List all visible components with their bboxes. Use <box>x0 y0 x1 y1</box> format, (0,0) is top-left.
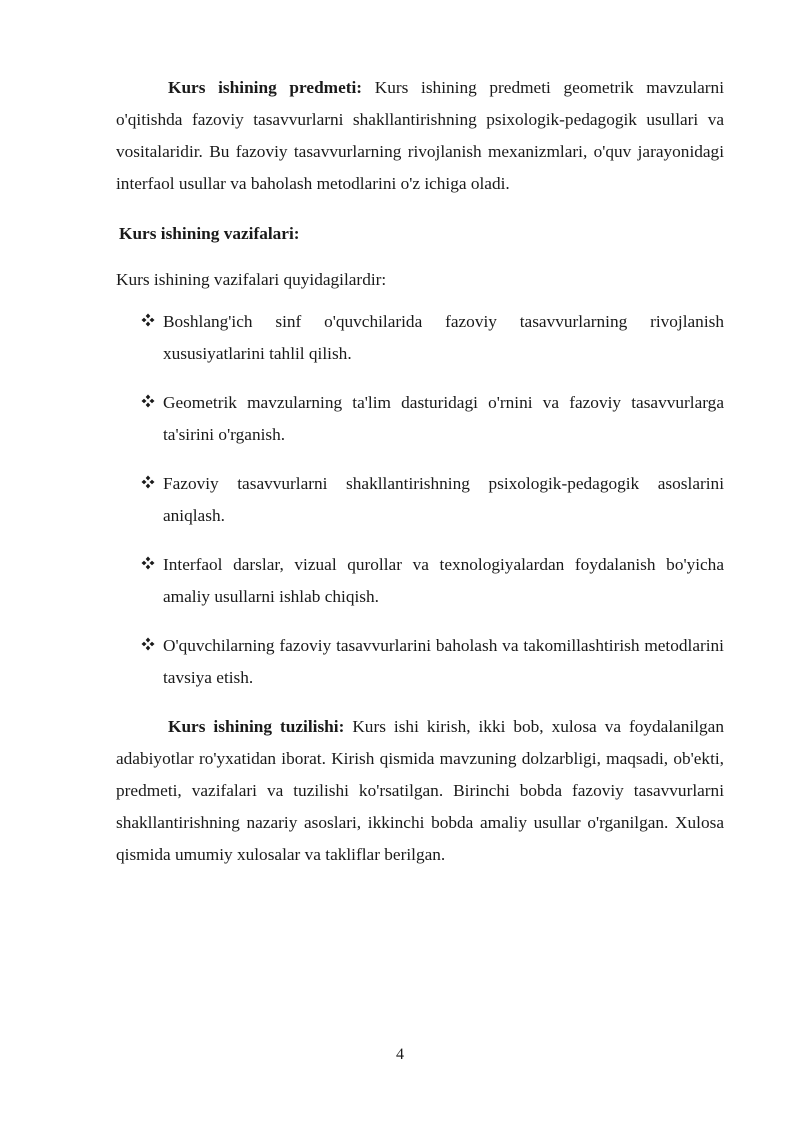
list-item <box>116 549 724 613</box>
list-item-text: Boshlang'ich sinf o'quvchilarida fazoviy tasavvurlarning rivojlanish xususiyatlarini tahlil qilish. <box>163 312 724 363</box>
list-item <box>116 468 724 532</box>
list-item-text: Geometrik mavzularning ta'lim dasturidagi o'rnini va fazoviy tasavvurlarga ta'sirini o'rganish. <box>163 393 724 444</box>
subject-label: Kurs ishining predmeti: <box>168 78 363 97</box>
tasks-intro: Kurs ishining vazifalari quyidagilardir: <box>116 270 387 289</box>
subject-paragraph <box>116 72 724 200</box>
list-item-text: Fazoviy tasavvurlarni shakllantirishning psixologik-pedagogik asoslarini aniqlash. <box>163 474 724 525</box>
list-item-text: Interfaol darslar, vizual qurollar va texnologiyalardan foydalanish bo'yicha amaliy usullarni ishlab chiqish. <box>163 555 724 606</box>
diamond-bullet-icon <box>141 313 155 327</box>
list-item <box>116 387 724 451</box>
list-item <box>116 630 724 694</box>
list-item-text: O'quvchilarning fazoviy tasavvurlarini baholash va takomillashtirish metodlarini tavsiya etish. <box>163 636 724 687</box>
tasks-heading: Kurs ishining vazifalari: <box>119 224 300 243</box>
subject-text: Kurs ishining predmeti geometrik mavzularni o'qitishda fazoviy tasavvurlarni shakllantirishning psixologik-pedagogik usullari va vositalaridir. Bu fazoviy tasavvurlarning rivojlanish mexanizmlari, o'quv jarayonidagi interfaol usullar va baholash metodlarini o'z ichiga oladi. <box>116 78 725 193</box>
diamond-bullet-icon <box>141 475 155 489</box>
structure-text: Kurs ishi kirish, ikki bob, xulosa va foydalanilgan adabiyotlar ro'yxatidan iborat. Kirish qismida mavzuning dolzarbligi, maqsadi, ob'ekti, predmeti, vazifalari va tuzilishi ko'rsatilgan. Birinchi bobda fazoviy tasavvurlarni shakllantirishning nazariy asoslari, ikkinchi bobda amaliy usullar o'rganilgan. Xulosa qismida umumiy xulosalar va takliflar berilgan. <box>116 717 724 864</box>
tasks-list <box>116 306 724 694</box>
structure-label: Kurs ishining tuzilishi: <box>168 717 345 736</box>
diamond-bullet-icon <box>141 394 155 408</box>
page-content <box>116 72 724 871</box>
diamond-bullet-icon <box>141 556 155 570</box>
structure-paragraph <box>116 711 724 871</box>
diamond-bullet-icon <box>141 637 155 651</box>
list-item <box>116 306 724 370</box>
page-number: 4 <box>396 1046 404 1063</box>
